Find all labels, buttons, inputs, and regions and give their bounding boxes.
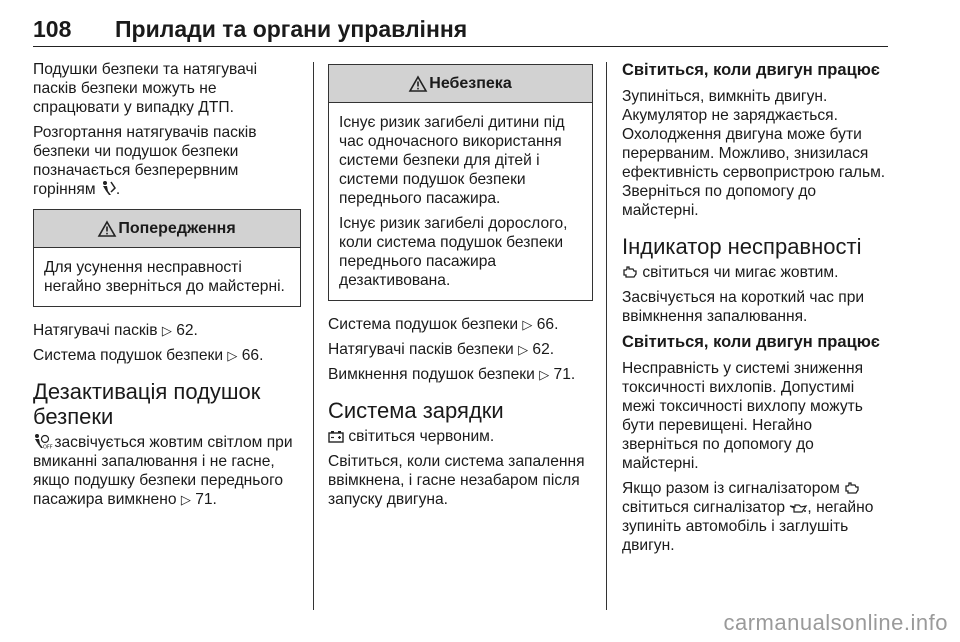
paragraph: Засвічується на короткий час при ввімкнення запалювання. bbox=[622, 289, 865, 325]
page-header bbox=[33, 16, 888, 47]
section-heading: Система зарядки bbox=[328, 398, 504, 423]
battery-icon bbox=[328, 430, 344, 443]
paragraph: Зупиніться, вимкніть двигун. Акумулятор не заряджається. Охолодження двигуна може бути перерваним. Можливо, знизилася ефективність сервопристрою гальм. Зверніться по допомогу до майстерні. bbox=[622, 88, 886, 219]
paragraph-text: , негайно зупиніть автомобіль і заглушіть двигун. bbox=[622, 499, 874, 554]
chapter-title: Прилади та органи управління bbox=[115, 16, 468, 42]
page-number: 108 bbox=[33, 16, 72, 42]
column-divider bbox=[313, 62, 314, 610]
warning-box-header bbox=[34, 210, 300, 248]
cross-reference bbox=[328, 340, 593, 359]
reference-page[interactable]: 71. bbox=[553, 366, 576, 383]
paragraph-text: світиться червоним. bbox=[348, 428, 495, 445]
reference-page[interactable]: 66. bbox=[241, 347, 264, 364]
paragraph bbox=[622, 263, 890, 282]
page-ref-arrow-icon: ▷ bbox=[161, 323, 172, 338]
cross-reference bbox=[33, 346, 301, 365]
paragraph bbox=[622, 479, 890, 555]
paragraph: Несправність у системі зниження токсичності вихлопів. Допустимі межі токсичності вихлопу можуть бути перевищені. Негайно зверніться по допомогу до майстерні. bbox=[622, 360, 864, 472]
paragraph-text: світиться сигналізатор bbox=[622, 499, 786, 516]
subheading: Світиться, коли двигун працює bbox=[622, 333, 880, 351]
reference-text: Натягувачі пасків bbox=[33, 322, 158, 339]
page-ref-arrow-icon: ▷ bbox=[180, 492, 191, 507]
airbag-off-icon bbox=[33, 433, 53, 451]
subheading: Світиться, коли двигун працює bbox=[622, 61, 880, 79]
airbag-belt-icon bbox=[100, 180, 116, 196]
paragraph: Подушки безпеки та натягувачі пасків безпеки можуть не спрацювати у випадку ДТП. bbox=[33, 61, 258, 116]
section-heading: Індикатор несправності bbox=[622, 234, 862, 259]
section-heading: Дезактивація подушок безпеки bbox=[33, 379, 261, 429]
paragraph-text: Якщо разом із сигналізатором bbox=[622, 480, 840, 497]
danger-box-header bbox=[329, 65, 592, 103]
reference-text: Вимкнення подушок безпеки bbox=[328, 366, 535, 383]
watermark: carmanualsonline.info bbox=[723, 610, 948, 635]
paragraph bbox=[328, 427, 593, 446]
reference-page[interactable]: 62. bbox=[176, 322, 198, 339]
oil-can-icon bbox=[789, 502, 807, 514]
column-1 bbox=[33, 60, 301, 515]
warning-text: Для усунення несправності негайно зверніться до майстерні. bbox=[44, 259, 285, 295]
page-ref-arrow-icon: ▷ bbox=[522, 317, 533, 332]
reference-page[interactable]: 66. bbox=[536, 316, 559, 333]
reference-page[interactable]: 71. bbox=[195, 491, 217, 508]
paragraph-text: засвічується жовтим світлом при вмиканні запалювання і не гасне, якщо подушку безпеки переднього пасажира вимкнено bbox=[33, 434, 293, 508]
paragraph: Світиться, коли система запалення ввімкнена, і гасне незабаром після запуску двигуна. bbox=[328, 453, 585, 508]
cross-reference bbox=[328, 365, 593, 384]
warning-triangle-icon bbox=[409, 76, 427, 92]
page-ref-arrow-icon: ▷ bbox=[518, 342, 529, 357]
cross-reference bbox=[33, 321, 301, 340]
danger-text: Існує ризик загибелі дорослого, коли система подушок безпеки переднього пасажира дезактивована. bbox=[339, 215, 568, 289]
paragraph-text: Розгортання натягувачів пасків безпеки чи подушок безпеки позначається безперервним горінням bbox=[33, 124, 257, 198]
engine-check-icon bbox=[844, 481, 860, 495]
danger-box bbox=[328, 64, 593, 301]
danger-title: Небезпека bbox=[429, 75, 512, 92]
column-3 bbox=[622, 60, 890, 561]
reference-text: Система подушок безпеки bbox=[33, 347, 224, 364]
warning-box bbox=[33, 209, 301, 307]
svg-text:OFF: OFF bbox=[43, 444, 53, 451]
column-2 bbox=[328, 60, 593, 515]
reference-page[interactable]: 62. bbox=[532, 341, 555, 358]
page-ref-arrow-icon: ▷ bbox=[539, 367, 550, 382]
column-divider bbox=[606, 62, 607, 610]
page-ref-arrow-icon: ▷ bbox=[227, 348, 238, 363]
danger-text: Існує ризик загибелі дитини під час одночасного використання системи безпеки для дітей і системи подушок безпеки переднього пасажира. bbox=[339, 114, 565, 207]
warning-triangle-icon bbox=[98, 221, 116, 237]
paragraph-end: . bbox=[115, 181, 121, 198]
warning-title: Попередження bbox=[118, 220, 236, 237]
paragraph bbox=[33, 123, 301, 199]
engine-check-icon bbox=[622, 265, 638, 279]
paragraph bbox=[33, 433, 301, 509]
paragraph-text: світиться чи мигає жовтим. bbox=[642, 264, 839, 281]
cross-reference bbox=[328, 315, 593, 334]
reference-text: Система подушок безпеки bbox=[328, 316, 519, 333]
reference-text: Натягувачі пасків безпеки bbox=[328, 341, 514, 358]
